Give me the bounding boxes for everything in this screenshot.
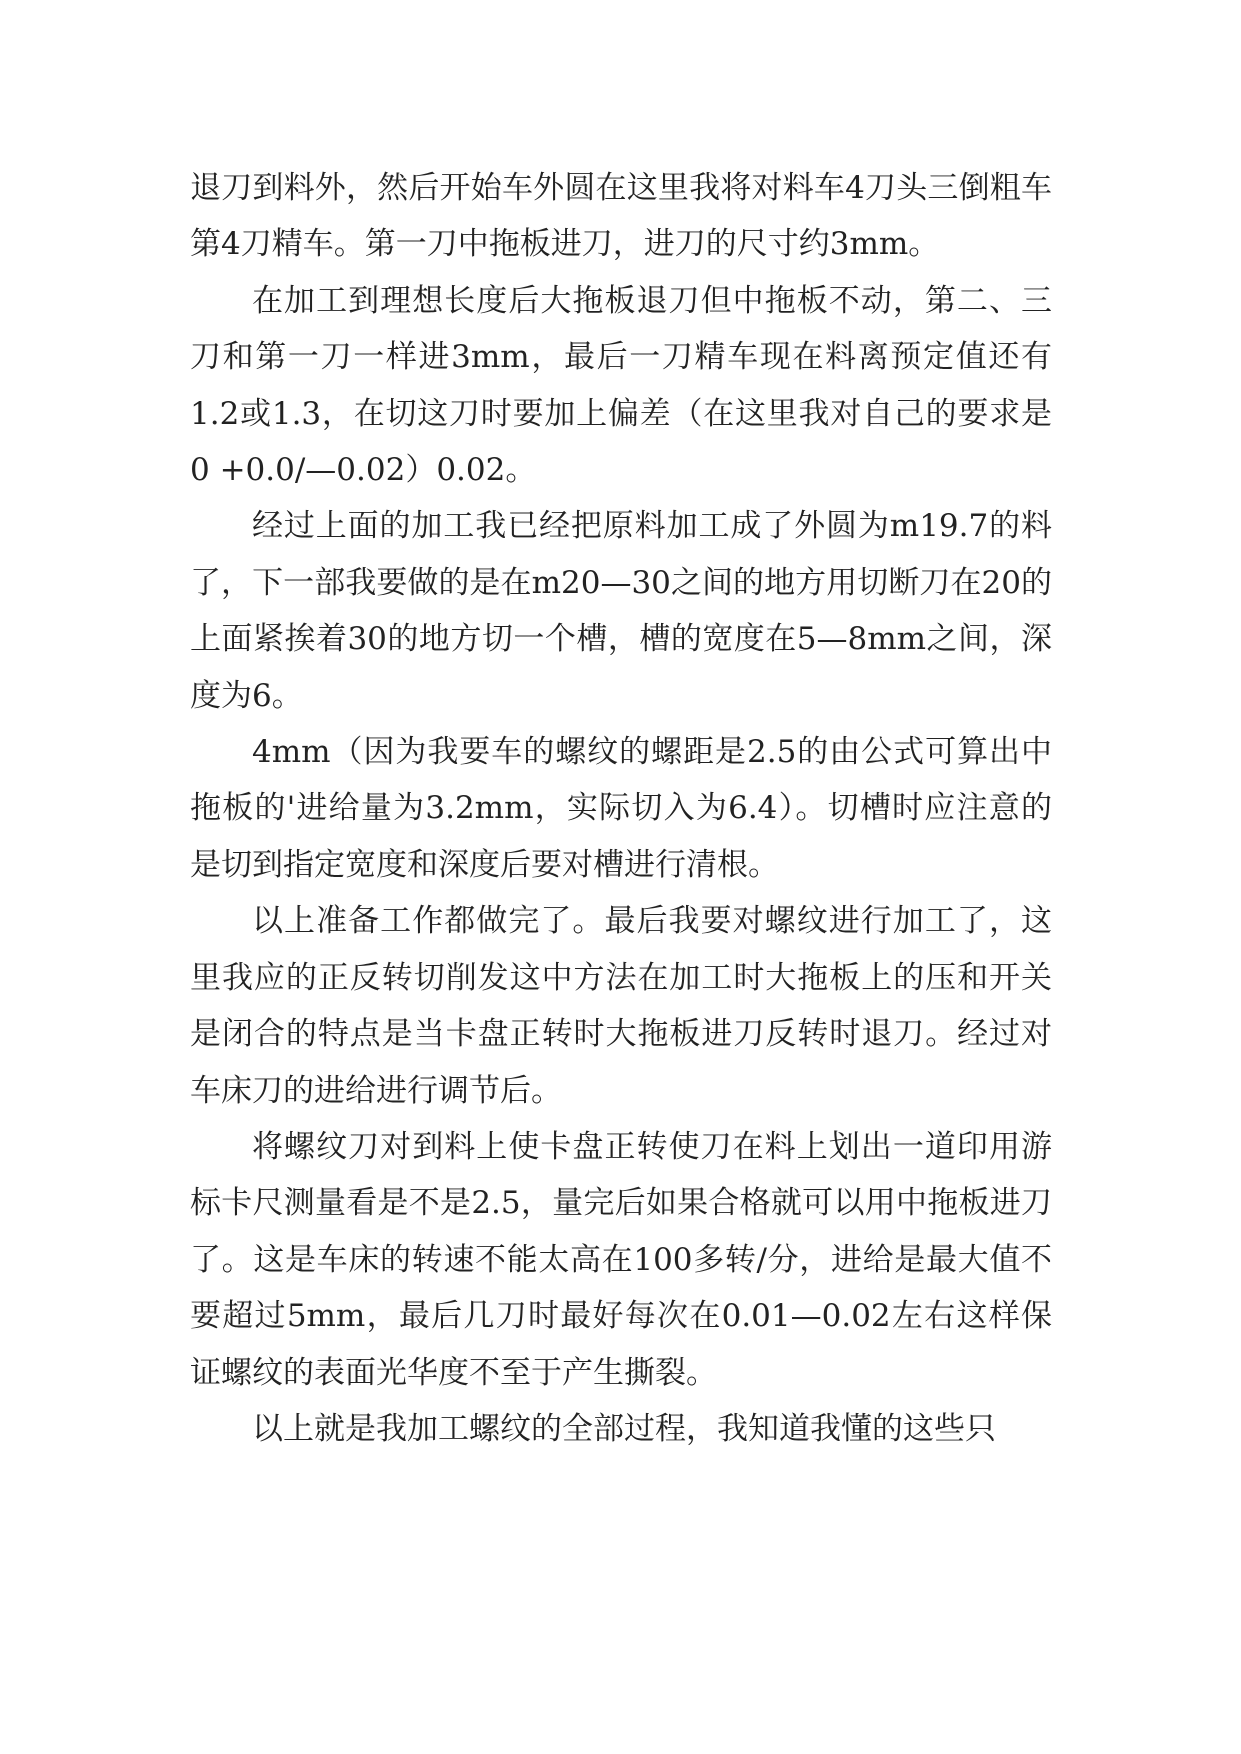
paragraph-5: 以上准备工作都做完了。最后我要对螺纹进行加工了，这里我应的正反转切削发这中方法在加工时大拖板上的压和开关是闭合的特点是当卡盘正转时大拖板进刀反转时退刀。经过对车床刀的进给进行调节后。 bbox=[190, 903, 1052, 1109]
paragraph-7: 以上就是我加工螺纹的全部过程，我知道我懂的这些只 bbox=[252, 1410, 996, 1447]
paragraph-2: 在加工到理想长度后大拖板退刀但中拖板不动，第二、三刀和第一刀一样进3mm，最后一刀精车现在料离预定值还有1.2或1.3，在切这刀时要加上偏差（在这里我对自己的要求是0 +0.0/—0.02）0.02。 bbox=[190, 282, 1052, 489]
document-body bbox=[190, 160, 1052, 1457]
paragraph-4: 4mm（因为我要车的螺纹的螺距是2.5的由公式可算出中拖板的'进给量为3.2mm，实际切入为6.4）。切槽时应注意的是切到指定宽度和深度后要对槽进行清根。 bbox=[190, 734, 1052, 883]
paragraph-3: 经过上面的加工我已经把原料加工成了外圆为m19.7的料了，下一部我要做的是在m20—30之间的地方用切断刀在20的上面紧挨着30的地方切一个槽，槽的宽度在5—8mm之间，深度为6。 bbox=[190, 508, 1052, 714]
paragraph-6: 将螺纹刀对到料上使卡盘正转使刀在料上划出一道印用游标卡尺测量看是不是2.5，量完后如果合格就可以用中拖板进刀了。这是车床的转速不能太高在100多转/分，进给是最大值不要超过5mm，最后几刀时最好每次在0.01—0.02左右这样保证螺纹的表面光华度不至于产生撕裂。 bbox=[190, 1128, 1052, 1391]
paragraph-1: 退刀到料外，然后开始车外圆在这里我将对料车4刀头三倒粗车第4刀精车。第一刀中拖板进刀，进刀的尺寸约3mm。 bbox=[190, 170, 1052, 263]
